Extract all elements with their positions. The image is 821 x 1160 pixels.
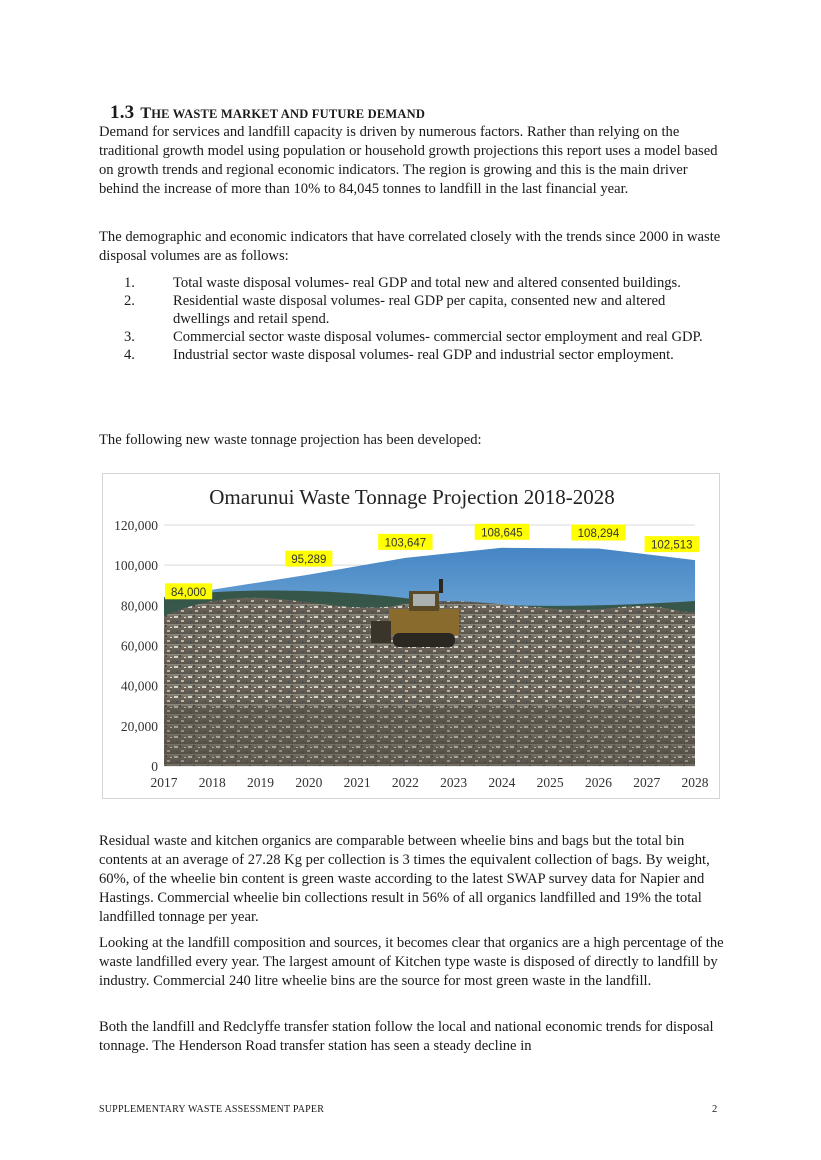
data-label	[475, 524, 529, 540]
list-item-number: 4.	[124, 346, 135, 363]
x-tick-label: 2027	[633, 775, 661, 790]
svg-text:108,294: 108,294	[577, 528, 620, 541]
data-label	[165, 583, 212, 599]
list-item	[99, 347, 724, 365]
section-number: 1.3	[110, 102, 135, 123]
list-item-text: Commercial sector waste disposal volumes- commercial sector employment and real GDP.	[173, 328, 703, 345]
x-tick-label: 2019	[247, 775, 275, 790]
x-tick-label: 2025	[536, 775, 564, 790]
paragraph-wheelie-bins: Residual waste and kitchen organics are comparable between wheelie bins and bags but the total bin contents at an average of 27.28 Kg per collection is 3 times the equivalent collection of bags. By weight, 60%, of the wheelie bin content is green waste according to the latest SWAP survey data for Napier and Hastings. Commercial wheelie bin collections result in 56% of all organics landfilled and 19% the total landfilled tonnage per year.	[99, 833, 710, 925]
chart-title: Omarunui Waste Tonnage Projection 2018-2028	[209, 485, 615, 509]
svg-text:84,000: 84,000	[171, 586, 207, 599]
x-tick-label: 2028	[681, 775, 709, 790]
paragraph-landfill-composition: Looking at the landfill composition and sources, it becomes clear that organics are a high percentage of the waste landfilled every year. The largest amount of Kitchen type waste is disposed of directly to landfill by industry. Commercial 240 litre wheelie bins are the source for most green waste in the landfill.	[99, 935, 724, 989]
data-label	[285, 551, 332, 567]
list-item-number: 1.	[124, 275, 135, 291]
list-item	[99, 275, 724, 293]
y-tick-label: 40,000	[120, 678, 158, 694]
paragraph-demand-drivers: Demand for services and landfill capacity is driven by numerous factors. Rather than relying on the traditional growth model using population or household growth projections this report uses a model based on growth trends and regional economic indicators. The region is growing and this is the main driver behind the increase of more than 10% to 84,045 tonnes to landfill in the last financial year.	[99, 124, 718, 197]
x-tick-label: 2024	[488, 775, 516, 790]
data-label	[378, 534, 432, 550]
y-tick-label: 120,000	[114, 518, 158, 533]
x-tick-label: 2021	[343, 775, 371, 790]
list-item-text: Total waste disposal volumes- real GDP and total new and altered consented buildings.	[173, 275, 681, 291]
list-item	[99, 293, 724, 328]
x-tick-label: 2022	[391, 775, 419, 790]
data-label	[571, 525, 625, 541]
section-title-rest: HE WASTE MARKET AND FUTURE DEMAND	[151, 107, 426, 121]
list-item-number: 2.	[124, 293, 135, 309]
y-axis	[114, 518, 158, 774]
x-tick-label: 2018	[198, 775, 226, 790]
svg-text:108,645: 108,645	[481, 527, 523, 540]
data-label	[645, 536, 699, 552]
list-item-text: Industrial sector waste disposal volumes- real GDP and industrial sector employment.	[173, 346, 674, 363]
x-tick-label: 2026	[584, 775, 612, 790]
list-item-text: Residential waste disposal volumes- real GDP per capita, consented new and altered dwellings and retail spend.	[173, 293, 666, 327]
y-tick-label: 100,000	[114, 558, 158, 574]
list-item	[99, 329, 724, 347]
section-title-initial: T	[140, 105, 152, 122]
y-tick-label: 20,000	[120, 718, 158, 734]
list-item-number: 3.	[124, 328, 135, 345]
page-number: 2	[712, 1104, 718, 1115]
svg-text:103,647: 103,647	[384, 537, 427, 550]
indicator-list	[99, 275, 724, 365]
y-tick-label: 80,000	[120, 598, 158, 614]
paragraph-indicators-intro: The demographic and economic indicators that have correlated closely with the trends since 2000 in waste disposal volumes are as follows:	[99, 229, 721, 264]
x-tick-label: 2020	[295, 775, 323, 790]
paragraph-projection-intro: The following new waste tonnage projection has been developed:	[99, 432, 482, 448]
svg-text:102,513: 102,513	[651, 539, 693, 552]
x-axis	[151, 775, 709, 790]
tonnage-projection-chart	[102, 473, 720, 799]
y-tick-label: 0	[151, 759, 158, 774]
footer-title: SUPPLEMENTARY WASTE ASSESSMENT PAPER	[99, 1104, 325, 1115]
x-tick-label: 2023	[440, 775, 468, 790]
x-tick-label: 2017	[150, 775, 178, 790]
section-heading	[110, 102, 425, 124]
chart-canvas	[103, 474, 721, 800]
paragraph-transfer-stations: Both the landfill and Redclyffe transfer station follow the local and national economic trends for disposal tonnage. The Henderson Road transfer station has seen a steady decline in	[99, 1019, 714, 1054]
y-tick-label: 60,000	[120, 638, 158, 654]
svg-text:95,289: 95,289	[291, 554, 327, 567]
